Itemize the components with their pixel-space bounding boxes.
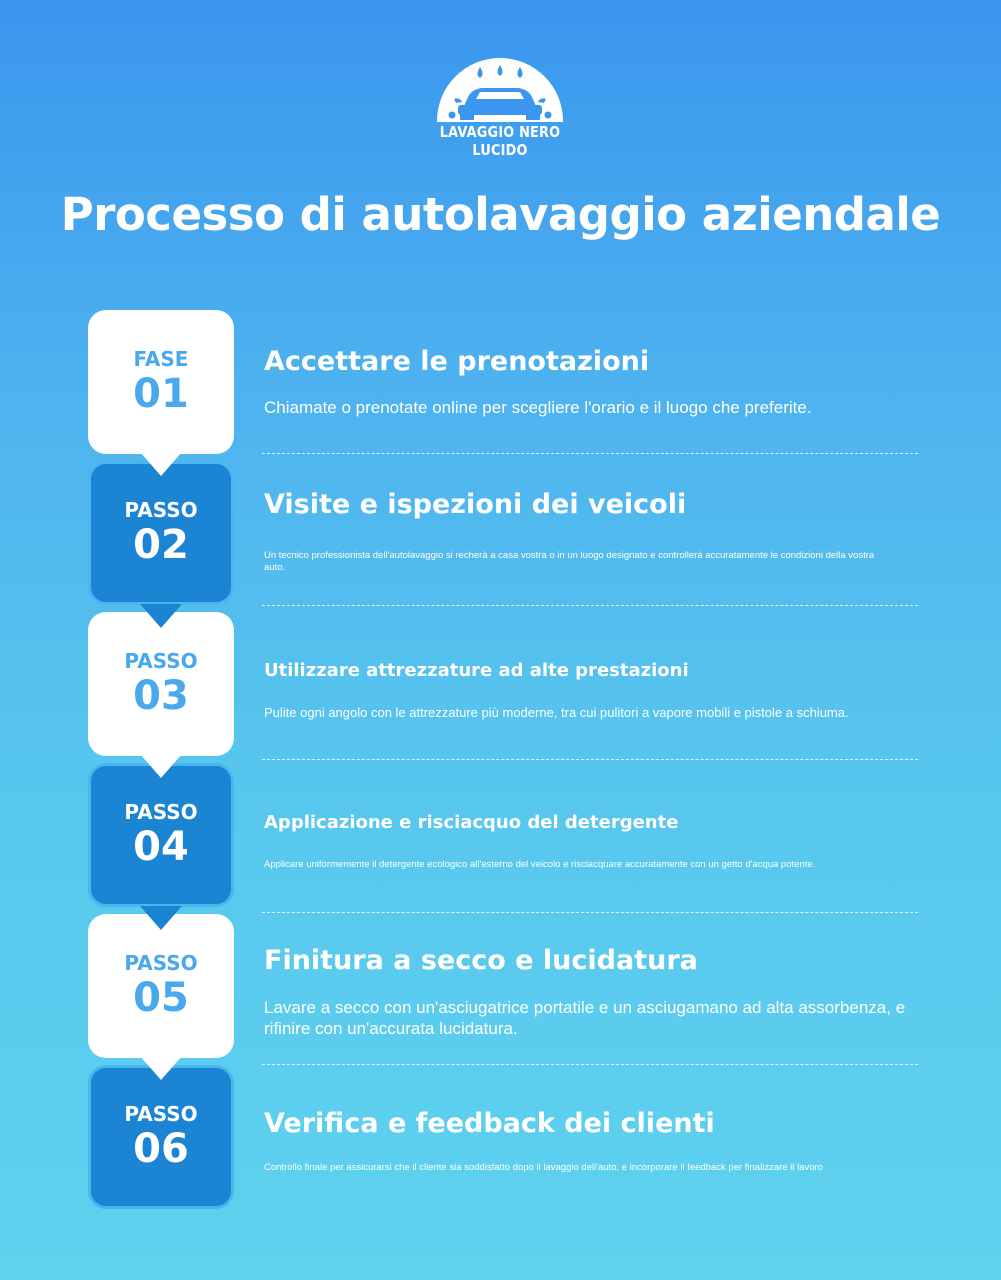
brand-name: LAVAGGIO NERO LUCIDO (439, 123, 561, 159)
step-description: Controllo finale per assicurarsi che il cliente sia soddisfatto dopo il lavaggio dell'auto, e incorporare il feedback per finalizzare il lavoro (264, 1162, 823, 1173)
step-number: 06 (133, 1126, 189, 1172)
divider (262, 759, 918, 760)
step-title: Applicazione e risciacquo del detergente (264, 812, 679, 833)
step-keyword: PASSO (124, 951, 198, 975)
step-number: 04 (133, 824, 189, 870)
brand-logo (400, 55, 600, 159)
step-description: Chiamate o prenotate online per scegliere l'orario e il luogo che preferite. (264, 398, 812, 417)
step-badge-02 (88, 461, 234, 605)
connector-arrow (140, 754, 182, 778)
step-keyword: PASSO (124, 649, 198, 673)
step-title: Verifica e feedback dei clienti (264, 1108, 715, 1139)
step-keyword: PASSO (124, 1102, 198, 1126)
step-description: Un tecnico professionista dell'autolavaggio si recherà a casa vostra o in un luogo designato e controllerà accuratamente le condizioni della vostra auto. (264, 550, 875, 573)
step-keyword: PASSO (124, 800, 198, 824)
connector-arrow (140, 906, 182, 930)
step-title: Visite e ispezioni dei veicoli (264, 489, 687, 520)
step-number: 02 (133, 522, 189, 568)
divider (262, 912, 918, 913)
step-badge-01 (88, 310, 234, 454)
divider (262, 1064, 918, 1065)
divider (262, 605, 918, 606)
step-title: Utilizzare attrezzature ad alte prestazioni (264, 660, 689, 681)
step-badge-04 (88, 763, 234, 907)
step-number: 01 (133, 371, 189, 417)
step-badge-05 (88, 914, 234, 1058)
step-description: Applicare uniformemente il detergente ecologico all'esterno del veicolo e risciacquare accuratamente con un getto d'acqua potente. (264, 859, 816, 870)
divider (262, 453, 918, 454)
step-description: Lavare a secco con un'asciugatrice portatile e un asciugamano ad alta assorbenza, e rifinire con un'accurata lucidatura. (264, 998, 906, 1038)
step-keyword: FASE (133, 347, 189, 371)
connector-arrow (140, 1056, 182, 1080)
car-wash-icon (400, 55, 600, 125)
connector-arrow (140, 452, 182, 476)
step-number: 03 (133, 673, 189, 719)
step-keyword: PASSO (124, 498, 198, 522)
connector-arrow (140, 604, 182, 628)
step-badge-03 (88, 612, 234, 756)
step-badge-06 (88, 1065, 234, 1209)
page-title: Processo di autolavaggio aziendale (60, 188, 941, 241)
step-title: Finitura a secco e lucidatura (264, 945, 698, 976)
step-description: Pulite ogni angolo con le attrezzature più moderne, tra cui pulitori a vapore mobili e pistole a schiuma. (264, 705, 849, 720)
step-title: Accettare le prenotazioni (264, 346, 650, 377)
step-number: 05 (133, 975, 189, 1021)
